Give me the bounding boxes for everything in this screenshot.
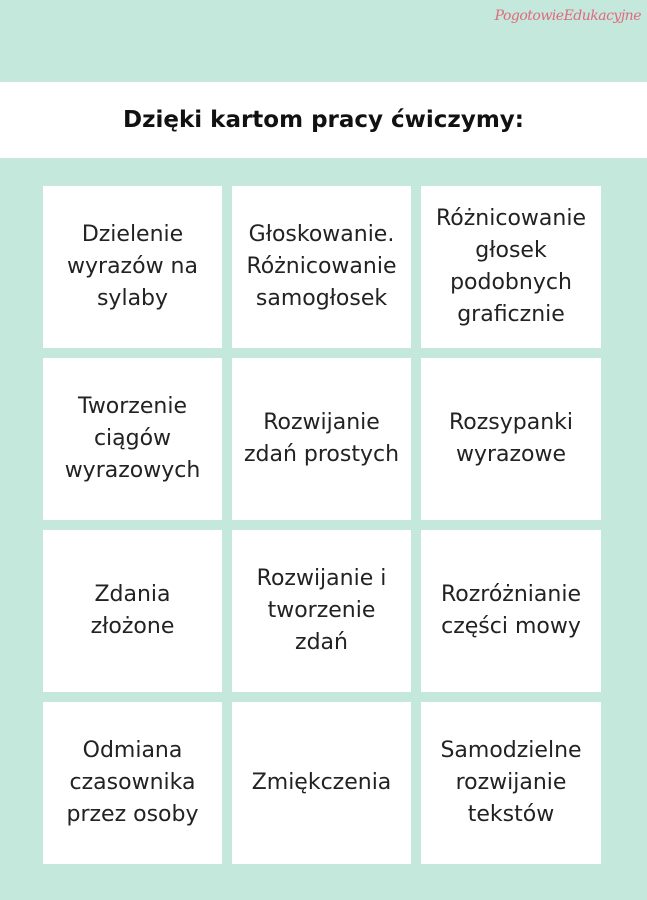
topic-card: Zmiękczenia	[232, 702, 411, 864]
title-band	[0, 82, 647, 158]
topic-card: Rozwijanie zdań prostych	[232, 358, 411, 520]
logo: PogotowieEdukacyjne	[494, 8, 641, 24]
topic-card: Rozwijanie i tworzenie zdań	[232, 530, 411, 692]
topic-card: Odmiana czasownika przez osoby	[43, 702, 222, 864]
topic-card: Głoskowanie. Różnicowanie samogłosek	[232, 186, 411, 348]
topic-card: Dzielenie wyrazów na sylaby	[43, 186, 222, 348]
topic-card: Zdania złożone	[43, 530, 222, 692]
topics-grid	[43, 186, 601, 864]
topic-card: Tworzenie ciągów wyrazowych	[43, 358, 222, 520]
page-title: Dzięki kartom pracy ćwiczymy:	[123, 107, 524, 133]
topic-card: Rozróżnianie części mowy	[421, 530, 601, 692]
topic-card: Samodzielne rozwijanie tekstów	[421, 702, 601, 864]
topic-card: Różnicowanie głosek podobnych graficznie	[421, 186, 601, 348]
topic-card: Rozsypanki wyrazowe	[421, 358, 601, 520]
